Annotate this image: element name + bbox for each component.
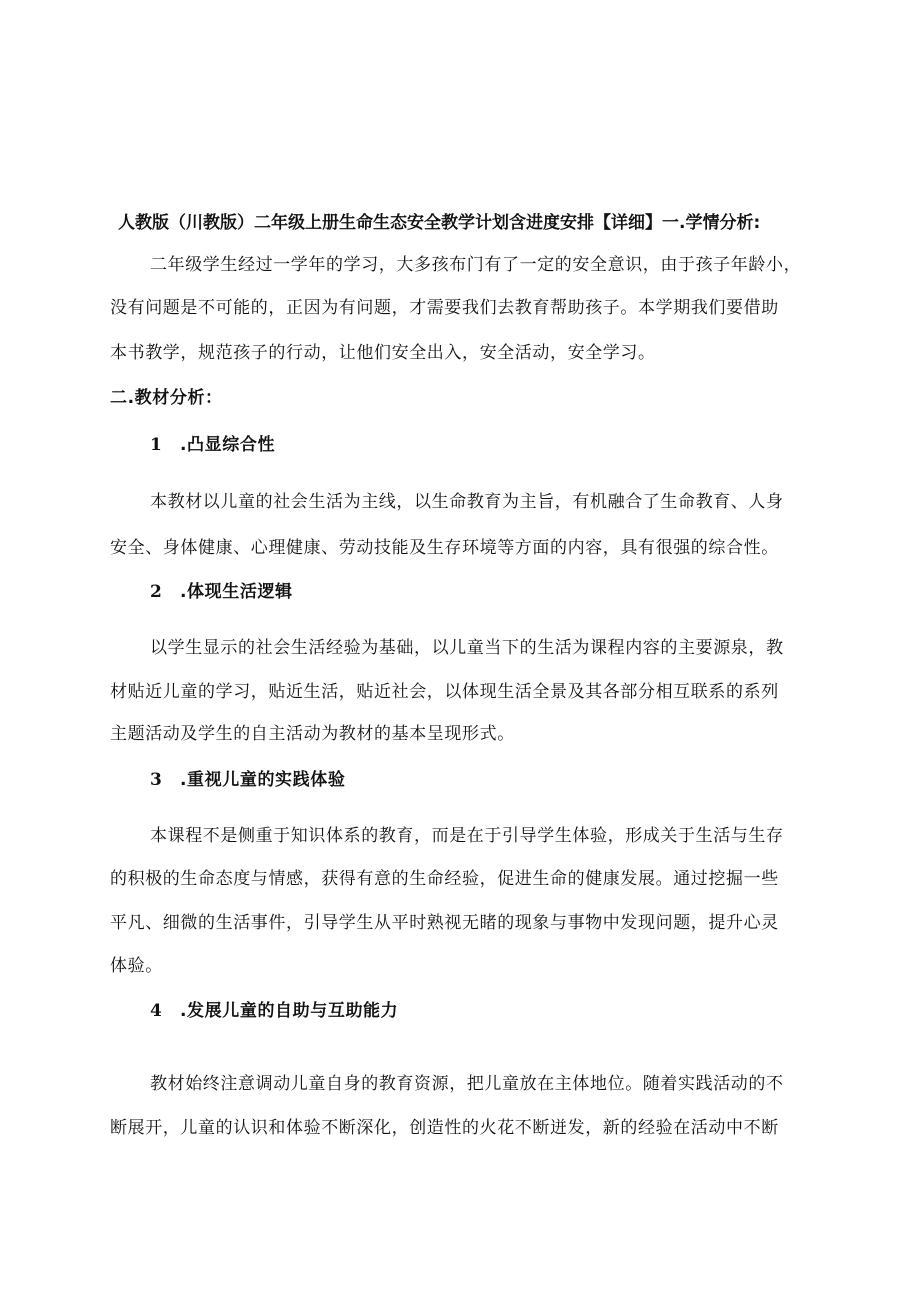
subsection-number: 1 <box>150 435 163 455</box>
paragraph-line: 教材始终注意调动儿童自身的教育资源，把儿童放在主体地位。随着实践活动的不 <box>150 1074 784 1094</box>
paragraph-line: 断展开，儿童的认识和体验不断深化，创造性的火花不断迸发，新的经验在活动中不断 <box>110 1118 779 1138</box>
subsection-heading <box>150 768 855 792</box>
paragraph-line: 本课程不是侧重于知识体系的教育，而是在于引导学生体验，形成关于生活与生存 <box>150 826 784 846</box>
paragraph-line: 材贴近儿童的学习，贴近生活，贴近社会，以体现生活全景及其各部分相互联系的系列 <box>110 682 779 702</box>
document-title: 人教版（川教版）二年级上册生命生态安全教学计划含进度安排【详细】一.学情分析: <box>118 213 761 233</box>
subsection-title: .体现生活逻辑 <box>180 582 293 602</box>
subsection-number: 4 <box>150 1001 163 1021</box>
subsection-heading <box>150 433 855 457</box>
paragraph-line: 以学生显示的社会生活经验为基础，以儿童当下的生活为课程内容的主要源泉，教 <box>150 638 784 658</box>
subsection-number: 3 <box>150 770 163 790</box>
paragraph-line: 的积极的生命态度与情感，获得有意的生命经验，促进生命的健康发展。通过挖掘一些 <box>110 869 779 889</box>
paragraph-line: 本教材以儿童的社会生活为主线，以生命教育为主旨，有机融合了生命教育、人身 <box>150 492 784 512</box>
subsection-heading <box>150 580 855 604</box>
paragraph-line: 安全、身体健康、心理健康、劳动技能及生存环境等方面的内容，具有很强的综合性。 <box>110 538 779 558</box>
paragraph-line: 体验。 <box>110 956 163 976</box>
subsection-title: .发展儿童的自助与互助能力 <box>180 1001 399 1021</box>
paragraph-line: 二年级学生经过一学年的学习，大多孩布门有了一定的安全意识，由于孩子年龄小， <box>150 255 802 275</box>
paragraph-line: 主题活动及学生的自主活动为教材的基本呈现形式。 <box>110 724 515 744</box>
subsection-number: 2 <box>150 582 163 602</box>
subsection-heading <box>150 999 855 1023</box>
paragraph-line: 没有问题是不可能的，正因为有问题，才需要我们去教育帮助孩子。本学期我们要借助 <box>110 298 779 318</box>
paragraph-line: 本书教学，规范孩子的行动，让他们安全出入，安全活动，安全学习。 <box>110 343 656 363</box>
paragraph-line: 平凡、细微的生活事件，引导学生从平时熟视无睹的现象与事物中发现问题，提升心灵 <box>110 913 779 933</box>
subsection-title: .凸显综合性 <box>180 435 276 455</box>
subsection-title: .重视儿童的实践体验 <box>180 770 346 790</box>
section-heading: 二.教材分析： <box>110 388 223 408</box>
